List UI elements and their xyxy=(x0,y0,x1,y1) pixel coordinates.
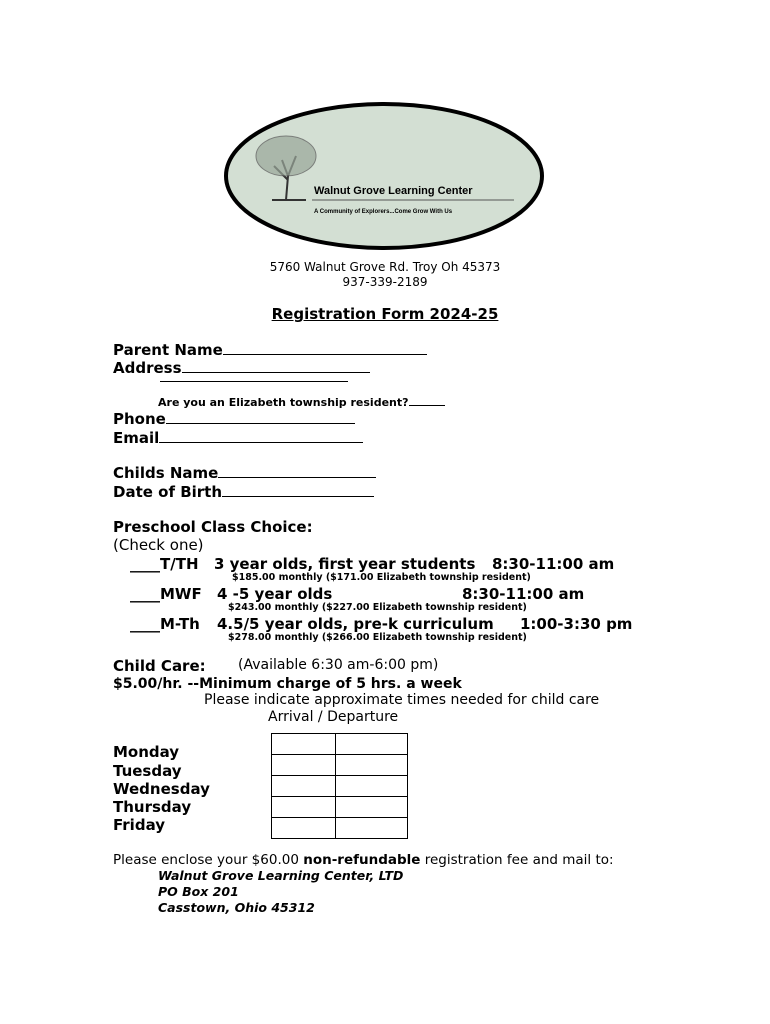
child-name-label: Childs Name xyxy=(113,464,219,482)
arrival-cell[interactable] xyxy=(272,734,336,755)
option-time: 8:30-11:00 am xyxy=(462,585,585,603)
fee-prefix: Please enclose your $60.00 xyxy=(113,852,304,868)
departure-cell[interactable] xyxy=(336,797,408,818)
arrival-cell[interactable] xyxy=(272,797,336,818)
address-field[interactable] xyxy=(113,359,370,377)
phone-number: 937-339-2189 xyxy=(342,275,428,289)
option-description: 4.5/5 year olds, pre-k curriculum xyxy=(217,615,494,633)
fee-non-refundable: non-refundable xyxy=(303,852,421,868)
check-one-instruction: (Check one) xyxy=(113,536,204,554)
mail-line: PO Box 201 xyxy=(158,884,239,899)
table-row xyxy=(272,776,408,797)
center-logo xyxy=(222,100,546,252)
option-time: 1:00-3:30 pm xyxy=(520,615,633,633)
option-description: 4 -5 year olds xyxy=(217,585,333,603)
parent-name-field[interactable] xyxy=(113,341,427,359)
day-label: Wednesday xyxy=(113,780,210,798)
parent-name-label: Parent Name xyxy=(113,341,223,359)
option-blank[interactable]: ____ xyxy=(130,555,160,573)
arrival-cell[interactable] xyxy=(272,776,336,797)
phone-field[interactable] xyxy=(113,410,355,428)
child-care-availability: (Available 6:30 am-6:00 pm) xyxy=(238,657,439,673)
resident-question-field[interactable] xyxy=(158,395,445,409)
day-label: Thursday xyxy=(113,798,192,816)
option-days: M-Th xyxy=(160,615,200,633)
option-price: $185.00 monthly ($171.00 Elizabeth township resident) xyxy=(232,572,531,583)
address-label: Address xyxy=(113,359,182,377)
day-label: Tuesday xyxy=(113,762,182,780)
class-option[interactable] xyxy=(130,615,200,633)
email-field[interactable] xyxy=(113,429,363,447)
mail-line: Casstown, Ohio 45312 xyxy=(158,900,315,915)
address-line-2[interactable] xyxy=(160,381,348,382)
day-label: Friday xyxy=(113,816,166,834)
arrival-cell[interactable] xyxy=(272,755,336,776)
child-care-label: Child Care: xyxy=(113,657,206,675)
departure-cell[interactable] xyxy=(336,776,408,797)
table-row xyxy=(272,734,408,755)
phone-label: Phone xyxy=(113,410,166,428)
day-label: Monday xyxy=(113,743,180,761)
option-description: 3 year olds, first year students xyxy=(214,555,476,573)
email-label: Email xyxy=(113,429,160,447)
option-time: 8:30-11:00 am xyxy=(492,555,615,573)
dob-field[interactable] xyxy=(113,483,374,501)
fee-instruction xyxy=(113,852,614,868)
fee-suffix: registration fee and mail to: xyxy=(420,852,614,868)
child-care-instruction: Please indicate approximate times needed for child care xyxy=(204,692,600,708)
departure-cell[interactable] xyxy=(336,818,408,839)
child-care-rate: $5.00/hr. --Minimum charge of 5 hrs. a week xyxy=(113,676,462,692)
logo-tagline: A Community of Explorers...Come Grow With Us xyxy=(314,209,453,215)
dob-label: Date of Birth xyxy=(113,483,223,501)
class-option[interactable] xyxy=(130,585,202,603)
arrival-cell[interactable] xyxy=(272,818,336,839)
option-blank[interactable]: ____ xyxy=(130,585,160,603)
option-days: T/TH xyxy=(160,555,199,573)
option-blank[interactable]: ____ xyxy=(130,615,160,633)
child-name-field[interactable] xyxy=(113,464,376,482)
logo-name: Walnut Grove Learning Center xyxy=(314,185,473,197)
mail-line: Walnut Grove Learning Center, LTD xyxy=(158,868,404,883)
table-row xyxy=(272,755,408,776)
departure-cell[interactable] xyxy=(336,755,408,776)
departure-cell[interactable] xyxy=(336,734,408,755)
option-price: $278.00 monthly ($266.00 Elizabeth township resident) xyxy=(228,632,527,643)
table-row xyxy=(272,797,408,818)
class-option[interactable] xyxy=(130,555,199,573)
street-address: 5760 Walnut Grove Rd. Troy Oh 45373 xyxy=(269,260,501,274)
resident-question-label: Are you an Elizabeth township resident? xyxy=(158,396,409,409)
option-days: MWF xyxy=(160,585,202,603)
class-choice-heading: Preschool Class Choice: xyxy=(113,518,313,536)
option-price: $243.00 monthly ($227.00 Elizabeth township resident) xyxy=(228,602,527,613)
table-row xyxy=(272,818,408,839)
form-title: Registration Form 2024-25 xyxy=(271,305,499,323)
child-care-times-table xyxy=(271,733,408,839)
time-column-headers: Arrival / Departure xyxy=(268,709,399,725)
